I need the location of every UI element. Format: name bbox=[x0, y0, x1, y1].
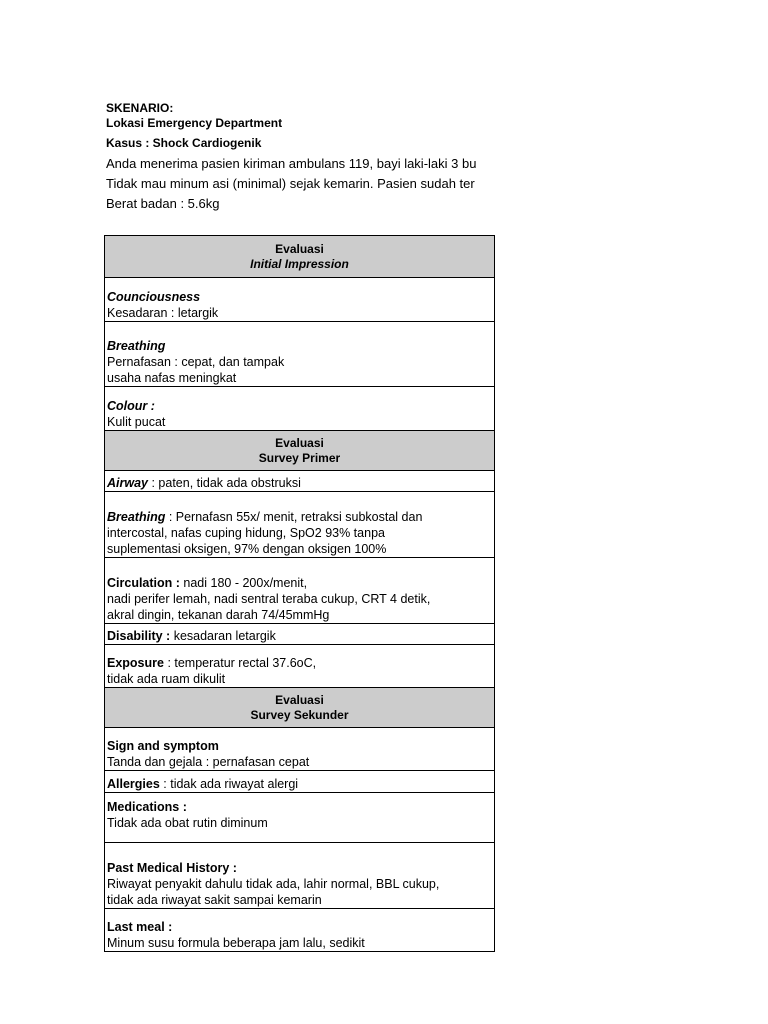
row-value: nadi 180 - 200x/menit, bbox=[179, 576, 308, 590]
scenario-label: SKENARIO: bbox=[106, 101, 174, 115]
row-value: kesadaran letargik bbox=[170, 629, 276, 643]
row-label: Medications : bbox=[107, 800, 187, 814]
row-value: Tidak ada obat rutin diminum bbox=[107, 816, 268, 830]
scenario-intro bbox=[106, 101, 494, 212]
row-label: Airway bbox=[107, 476, 148, 490]
row-value: : Pernafasn 55x/ menit, retraksi subkostal dan bbox=[165, 510, 423, 524]
row-value: intercostal, nafas cuping hidung, SpO2 93% tanpa bbox=[107, 526, 385, 540]
row-circulation bbox=[105, 558, 495, 624]
row-value: nadi perifer lemah, nadi sentral teraba cukup, CRT 4 detik, bbox=[107, 592, 431, 606]
row-label: Past Medical History : bbox=[107, 861, 237, 875]
row-value: Pernafasan : cepat, dan tampak bbox=[107, 355, 285, 369]
scenario-line: Berat badan : 5.6kg bbox=[106, 196, 220, 211]
header-line: Evaluasi bbox=[275, 241, 324, 256]
row-consciousness bbox=[105, 278, 495, 322]
row-value: akral dingin, tekanan darah 74/45mmHg bbox=[107, 608, 330, 622]
row-value: Riwayat penyakit dahulu tidak ada, lahir normal, BBL cukup, bbox=[107, 877, 440, 891]
row-medications bbox=[105, 793, 495, 843]
row-value: tidak ada ruam dikulit bbox=[107, 672, 226, 686]
row-exposure bbox=[105, 645, 495, 688]
row-breathing-initial bbox=[105, 322, 495, 387]
row-last-meal bbox=[105, 909, 495, 952]
row-value: Kesadaran : letargik bbox=[107, 306, 219, 320]
row-label: Breathing bbox=[107, 510, 166, 524]
row-value: Tanda dan gejala : pernafasan cepat bbox=[107, 755, 310, 769]
row-label: Sign and symptom bbox=[107, 739, 219, 753]
row-label: Counciousness bbox=[107, 290, 201, 304]
row-value: usaha nafas meningkat bbox=[107, 371, 237, 385]
row-sign-symptom bbox=[105, 728, 495, 771]
section-header-secondary-survey bbox=[105, 688, 495, 728]
header-line: Evaluasi bbox=[275, 692, 324, 707]
row-value: suplementasi oksigen, 97% dengan oksigen 100% bbox=[107, 542, 387, 556]
row-label: Breathing bbox=[107, 339, 166, 353]
scenario-location: Lokasi Emergency Department bbox=[106, 116, 283, 130]
section-header-primary-survey bbox=[105, 431, 495, 471]
row-colour bbox=[105, 387, 495, 431]
scenario-case: Kasus : Shock Cardiogenik bbox=[106, 136, 262, 150]
row-label: Exposure bbox=[107, 656, 164, 670]
scenario-line: Anda menerima pasien kiriman ambulans 119, bayi laki-laki 3 bu bbox=[106, 156, 477, 171]
row-label: Circulation : bbox=[107, 576, 180, 590]
header-line: Survey Primer bbox=[258, 450, 341, 465]
row-breathing-primary bbox=[105, 492, 495, 558]
row-label: Allergies bbox=[107, 777, 160, 791]
scenario-line: Tidak mau minum asi (minimal) sejak kemarin. Pasien sudah ter bbox=[106, 176, 475, 191]
row-label: Last meal : bbox=[107, 920, 173, 934]
row-label: Disability : bbox=[107, 629, 171, 643]
row-label: Colour : bbox=[107, 399, 155, 413]
row-value: : tidak ada riwayat alergi bbox=[159, 777, 299, 791]
row-value: Kulit pucat bbox=[107, 415, 166, 429]
row-past-medical-history bbox=[105, 843, 495, 909]
header-line: Initial Impression bbox=[250, 256, 349, 271]
row-airway bbox=[105, 471, 495, 492]
row-disability bbox=[105, 624, 495, 645]
row-value: tidak ada riwayat sakit sampai kemarin bbox=[107, 893, 322, 907]
row-allergies bbox=[105, 771, 495, 793]
row-value: Minum susu formula beberapa jam lalu, sedikit bbox=[107, 936, 365, 950]
row-value: : temperatur rectal 37.6oC, bbox=[163, 656, 317, 670]
evaluation-table bbox=[104, 235, 495, 952]
header-line: Evaluasi bbox=[275, 435, 324, 450]
row-value: : paten, tidak ada obstruksi bbox=[148, 476, 301, 490]
header-line: Survey Sekunder bbox=[250, 707, 349, 722]
section-header-initial-impression bbox=[105, 236, 495, 278]
